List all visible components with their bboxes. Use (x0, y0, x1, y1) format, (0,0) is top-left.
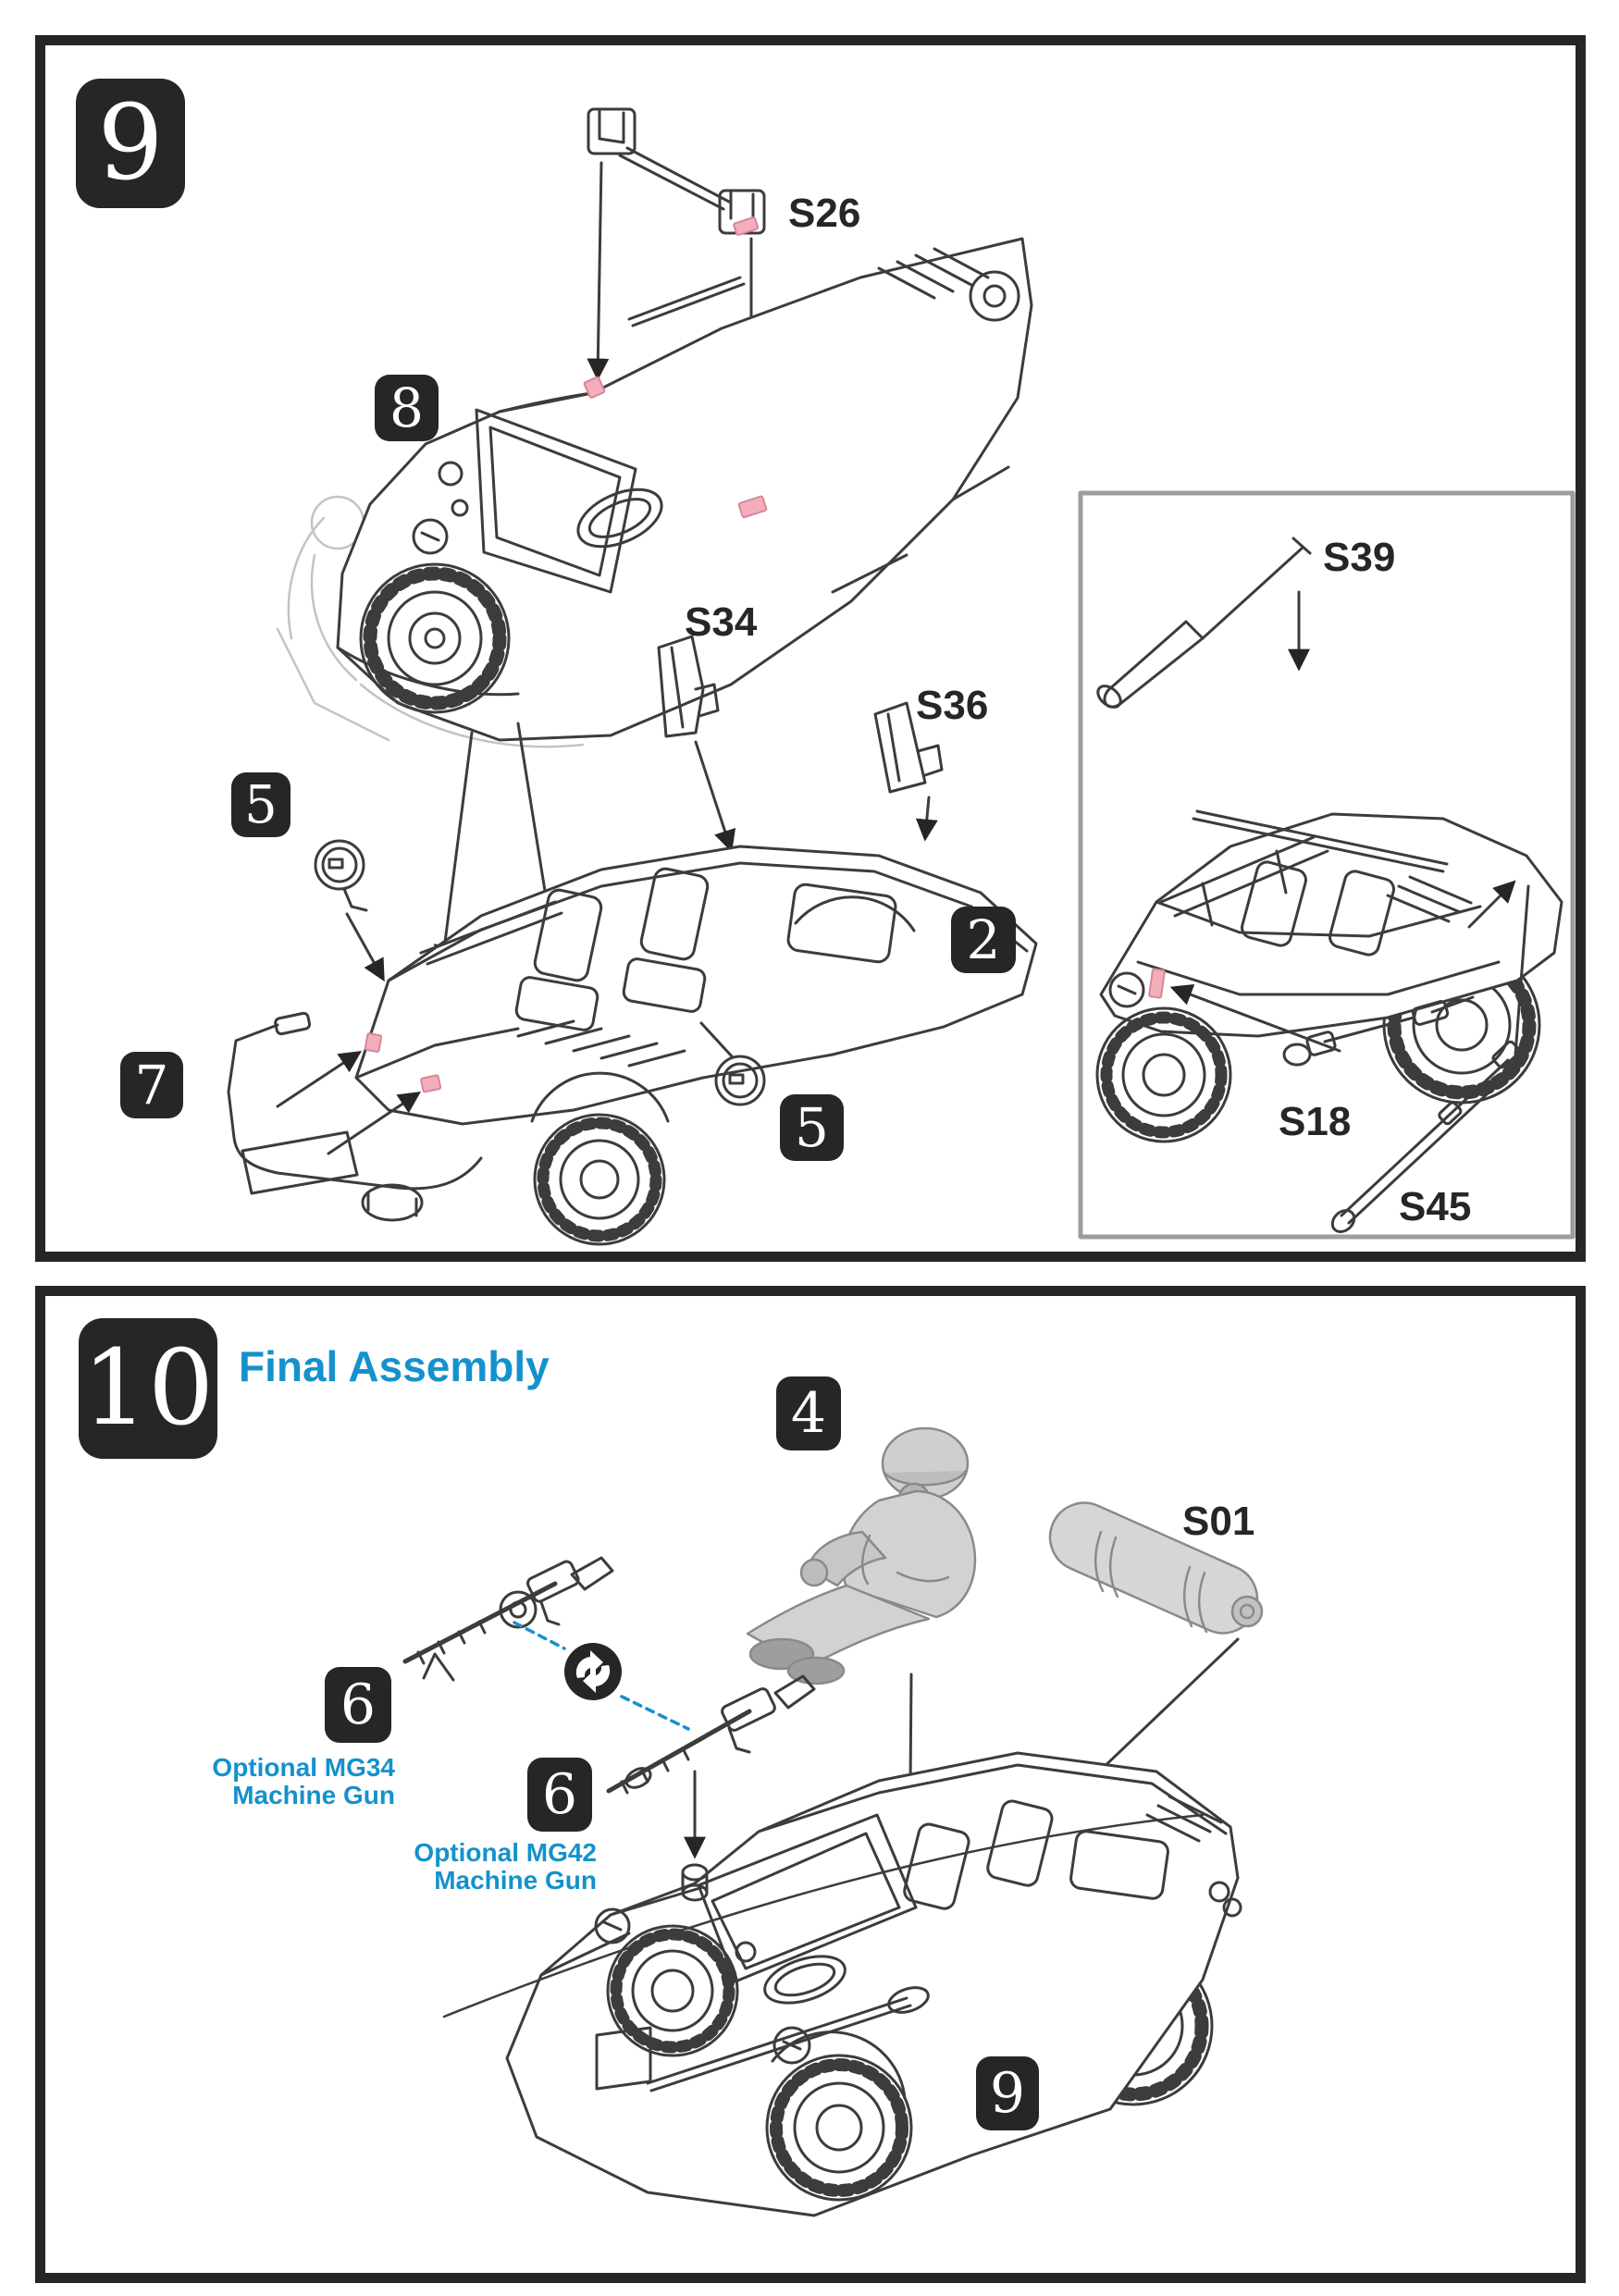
step-title: Final Assembly (239, 1342, 550, 1390)
mg42-gun-part-illustration (609, 1676, 814, 1793)
glue-area-highlight (365, 1033, 382, 1052)
towbar-part-illustration (588, 109, 764, 235)
part-code-s18: S18 (1279, 1099, 1352, 1144)
glue-area-highlight (1149, 969, 1165, 998)
part-code-s26: S26 (788, 191, 861, 236)
option-link-line (514, 1623, 564, 1648)
option-note-line1: Optional MG42 (414, 1838, 597, 1867)
assembly-arrow (598, 163, 601, 377)
assembly-arrow (278, 1053, 359, 1106)
part-code-s36: S36 (916, 683, 989, 728)
hull-interior-illustration (356, 846, 1036, 1244)
option-note-mg42 (412, 1839, 597, 1895)
part-code-s45: S45 (1399, 1184, 1472, 1229)
part-badge-5: 5 (231, 772, 290, 837)
step-number-badge: 9 (76, 79, 185, 208)
part-code-s39: S39 (1323, 535, 1396, 580)
option-note-line1: Optional MG34 (212, 1753, 395, 1782)
option-note-mg34 (210, 1754, 395, 1809)
hull-top-illustration (338, 239, 1032, 740)
step-number-badge: 10 (79, 1318, 217, 1459)
headlamp-part-illustration (315, 841, 366, 910)
subassembly-badge-8: 8 (375, 375, 439, 441)
part-code-s01: S01 (1182, 1499, 1255, 1544)
part-badge-5: 5 (780, 1094, 844, 1161)
part-code-s34: S34 (685, 599, 758, 645)
subassembly-badge-2: 2 (951, 907, 1016, 973)
option-note-line2: Machine Gun (232, 1781, 395, 1810)
part-badge-6-mg34: 6 (325, 1667, 391, 1743)
part-badge-4: 4 (776, 1376, 841, 1450)
assembly-arrow (328, 1093, 418, 1154)
swap-parts-icon (564, 1643, 622, 1700)
part-badge-7: 7 (120, 1052, 183, 1118)
option-note-line2: Machine Gun (434, 1866, 597, 1895)
part-badge-6-mg42: 6 (527, 1758, 592, 1832)
glue-area-highlight (421, 1075, 441, 1092)
subassembly-badge-9: 9 (976, 2056, 1039, 2130)
oar-part-illustration (1094, 538, 1310, 711)
assembly-arrow (696, 742, 731, 849)
assembly-arrow (347, 914, 383, 979)
option-link-line (622, 1697, 688, 1729)
driver-figure-illustration (748, 1428, 975, 1684)
assembly-arrow (925, 797, 929, 838)
inset-vehicle-illustration (1097, 811, 1562, 1142)
